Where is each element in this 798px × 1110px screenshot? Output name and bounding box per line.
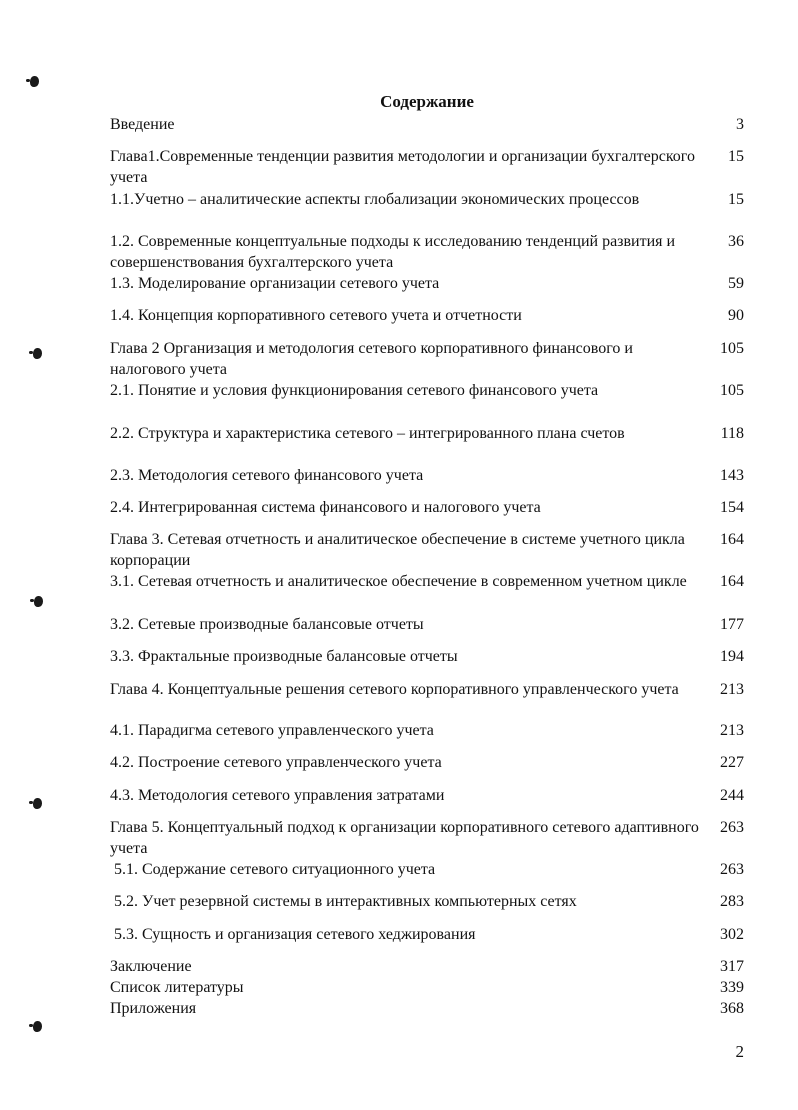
- toc-entry-page: 143: [720, 467, 744, 484]
- toc-entry: [110, 785, 744, 806]
- toc-entry-page: 105: [720, 382, 744, 399]
- toc-entry: [110, 998, 744, 1019]
- binding-hole-mark: [33, 348, 42, 359]
- toc-entry: [110, 423, 744, 444]
- toc-entry-title: 5.2. Учет резервной системы в интерактивных компьютерных сетях: [114, 893, 577, 910]
- toc-entry-title: 1.3. Моделирование организации сетевого учета: [110, 275, 440, 292]
- toc-entry-page: 213: [720, 722, 744, 739]
- toc-entry-title: 2.3. Методология сетевого финансового учета: [110, 467, 424, 484]
- toc-entry-title: 1.2. Современные концептуальные подходы к исследованию тенденций развития и совершенствования бухгалтерского учета: [110, 233, 676, 271]
- toc-entry-title: Глава 2 Организация и методология сетевого корпоративного финансового и налогового учета: [110, 340, 633, 378]
- toc-entry: [110, 924, 744, 945]
- toc-entry-title: 2.2. Структура и характеристика сетевого – интегрированного плана счетов: [110, 425, 625, 442]
- toc-entry-title: 4.3. Методология сетевого управления затратами: [110, 787, 445, 804]
- toc-entry-page: 118: [720, 425, 744, 442]
- toc-entry-page: 164: [720, 531, 744, 548]
- toc-entry-page: 213: [720, 681, 744, 698]
- toc-entry-title: 4.2. Построение сетевого управленческого учета: [110, 754, 442, 771]
- toc-entry-title: 2.1. Понятие и условия функционирования сетевого финансового учета: [110, 382, 599, 399]
- page-title: Содержание: [380, 92, 474, 111]
- toc-entry: [110, 497, 744, 518]
- toc-entry-page: 154: [720, 499, 744, 516]
- toc-entry-page: 283: [720, 893, 744, 910]
- toc-entry-title: 5.3. Сущность и организация сетевого хеджирования: [114, 926, 476, 943]
- toc-entry-title: 3.2. Сетевые производные балансовые отчеты: [110, 616, 424, 633]
- toc-entry: [110, 465, 744, 486]
- toc-entry: [110, 529, 744, 571]
- binding-hole-mark: [30, 76, 39, 87]
- toc-entry-title: Приложения: [110, 1000, 197, 1017]
- toc-entry-title: 2.4. Интегрированная система финансового и налогового учета: [110, 499, 541, 516]
- page-number: 2: [735, 1042, 744, 1061]
- toc-entry-page: 368: [720, 1000, 744, 1017]
- toc-entry: [110, 679, 744, 700]
- toc-entry: [110, 380, 744, 401]
- toc-entry: [110, 305, 744, 326]
- toc-entry: [110, 146, 744, 188]
- toc-entry: [110, 189, 744, 210]
- binding-hole-mark: [34, 596, 43, 607]
- toc-entry-page: 244: [720, 787, 744, 804]
- toc-entry: [110, 114, 744, 135]
- toc-entry: [110, 817, 744, 859]
- toc-entry-title: Глава 3. Сетевая отчетность и аналитическое обеспечение в системе учетного цикла корпорации: [110, 531, 685, 569]
- toc-entry: [110, 273, 744, 294]
- toc-entry-page: 263: [720, 819, 744, 836]
- toc-entry-title: 1.4. Концепция корпоративного сетевого учета и отчетности: [110, 307, 522, 324]
- toc-entry: [110, 338, 744, 380]
- toc-entry-page: 164: [720, 573, 744, 590]
- toc-entry-page: 36: [728, 233, 744, 250]
- toc-entry-title: 4.1. Парадигма сетевого управленческого учета: [110, 722, 434, 739]
- toc-entry-title: Заключение: [110, 958, 192, 975]
- toc-entry-title: Введение: [110, 116, 175, 133]
- toc-entry-page: 302: [720, 926, 744, 943]
- toc-entry: [110, 891, 744, 912]
- toc-entry-title: 3.3. Фрактальные производные балансовые отчеты: [110, 648, 458, 665]
- toc-entry-title: Список литературы: [110, 979, 244, 996]
- toc-entry-page: 15: [728, 191, 744, 208]
- toc-entry: [110, 752, 744, 773]
- toc-entry-page: 3: [736, 116, 744, 133]
- binding-hole-mark: [33, 1021, 42, 1032]
- toc-entry-page: 227: [720, 754, 744, 771]
- toc-entry-title: 3.1. Сетевая отчетность и аналитическое обеспечение в современном учетном цикле: [110, 573, 687, 590]
- binding-hole-mark: [33, 798, 42, 809]
- toc-entry-page: 105: [720, 340, 744, 357]
- toc-entry-page: 59: [728, 275, 744, 292]
- toc-entry-title: 5.1. Содержание сетевого ситуационного учета: [114, 861, 436, 878]
- toc-entry: [110, 977, 744, 998]
- toc-entry: [110, 720, 744, 741]
- toc-entry-page: 90: [728, 307, 744, 324]
- toc-entry-page: 339: [720, 979, 744, 996]
- toc-entry-page: 317: [720, 958, 744, 975]
- toc-entry: [110, 956, 744, 977]
- toc-entry: [110, 614, 744, 635]
- toc-entry-page: 177: [720, 616, 744, 633]
- toc-entry: [110, 571, 744, 592]
- toc-entry-title: Глава 5. Концептуальный подход к организации корпоративного сетевого адаптивного учета: [110, 819, 699, 857]
- toc-entry: [110, 231, 744, 273]
- toc-entry-page: 194: [720, 648, 744, 665]
- toc-entry-title: Глава 4. Концептуальные решения сетевого корпоративного управленческого учета: [110, 681, 679, 698]
- toc-entry: [110, 646, 744, 667]
- toc-entry-page: 263: [720, 861, 744, 878]
- toc-entry-page: 15: [728, 148, 744, 165]
- toc-entry-title: 1.1.Учетно – аналитические аспекты глобализации экономических процессов: [110, 191, 640, 208]
- toc-entry: [110, 859, 744, 880]
- toc-entry-title: Глава1.Современные тенденции развития методологии и организации бухгалтерского учета: [110, 148, 695, 186]
